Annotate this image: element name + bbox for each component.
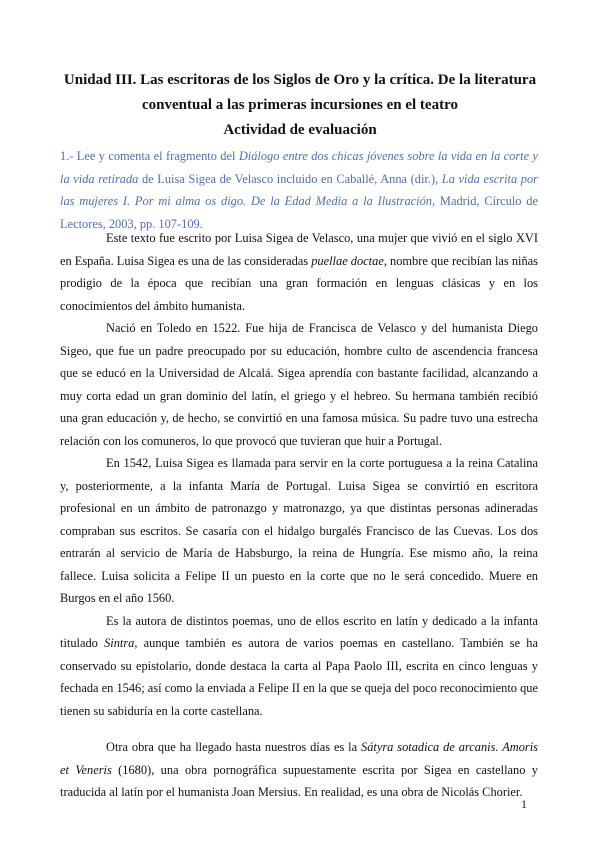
- paragraph-4-text-b: , aunque también es autora de varios poemas en castellano. También se ha conservado su epistolario, donde destaca la carta al Papa Paolo III, escrita en cinco lenguas y fechada en 1546; así como la enviada a Felipe II en la que se queja del poco reconocimiento que tienen su sabiduría en la corte castellana.: [60, 636, 538, 718]
- task-text-2: de Luisa Sigea de Velasco incluido en Caballé, Anna (dir.),: [138, 171, 442, 186]
- title-line-3: Actividad de evaluación: [223, 122, 377, 138]
- paragraph-4: [60, 610, 538, 723]
- paragraph-1-text-b: , nombre que recibían las niñas prodigio de la época que recibían una gran formación en lenguas clásicas y en los conocimientos del ámbito humanista.: [60, 253, 538, 313]
- paragraph-5-text-a: Otra obra que ha llegado hasta nuestros días es la: [106, 740, 362, 754]
- task-text-1: 1.- Lee y comenta el fragmento del: [60, 149, 239, 163]
- document-body: [60, 227, 538, 804]
- task-text-3: , Madrid, Círculo de Lectores, 2003, pp. 107-109.: [60, 194, 539, 231]
- paragraph-5-italic: Sátyra sotadica de arcanis. Amoris et Veneris: [60, 740, 539, 777]
- document-title: [60, 68, 540, 143]
- page-number: 1: [521, 797, 527, 811]
- paragraph-2: Nació en Toledo en 1522. Fue hija de Francisca de Velasco y del humanista Diego Sigeo, que fue un padre preocupado por su educación, hombre culto de ascendencia francesa que se educó en la Universidad de Alcalá. Sigea aprendía con bastante facilidad, alcanzando a muy corta edad un gran dominio del latín, el griego y el hebreo. Su hermana también recibió una gran educación y, de hecho, se convirtió en una famosa música. Su padre tuvo una estrecha relación con los comuneros, lo que provocó que tuvieran que huir a Portugal.: [60, 321, 538, 448]
- title-line-1: Unidad III. Las escritoras de los Siglos de Oro y la crítica. De la literatura: [63, 72, 537, 88]
- task-work-title: Diálogo entre dos chicas jóvenes sobre la vida en la corte y la vida retirada: [60, 149, 538, 186]
- paragraph-4-text-a: Es la autora de distintos poemas, uno de ellos escrito en latín y dedicado a la infanta titulado: [60, 613, 538, 650]
- paragraph-1-italic: puellae doctae: [311, 253, 384, 268]
- title-line-2: conventual a las primeras incursiones en el teatro: [142, 97, 458, 113]
- paragraph-1: [60, 227, 538, 317]
- paragraph-1-text-a: Este texto fue escrito por Luisa Sigea de Velasco, una mujer que vivió en el siglo XVI en España. Luisa Sigea es una de las consideradas: [60, 231, 538, 268]
- paragraph-4-italic: Sintra: [104, 636, 135, 650]
- paragraph-5-text-b: (1680), una obra pornográfica supuestamente escrita por Sigea en castellano y traducida al latín por el humanista Joan Mersius. En realidad, es una obra de Nicolás Chorier.: [60, 762, 538, 799]
- task-statement: [60, 145, 538, 235]
- task-book-title: La vida escrita por las mujeres I. Por mi alma os digo. De la Edad Media a la Ilustración: [60, 171, 538, 208]
- paragraph-3: En 1542, Luisa Sigea es llamada para servir en la corte portuguesa a la reina Catalina y, posteriormente, a la infanta María de Portugal. Luisa Sigea se convirtió en escritora profesional en un ámbito de patronazgo y matronazgo, ya que distintas personas adineradas compraban sus escritos. Se casaría con el hidalgo burgalés Francisco de las Cuevas. Los dos entrarán al servicio de María de Habsburgo, la reina de Hungría. Ese mismo año, la reina fallece. Luisa solicita a Felipe II un puesto en la corte que no le será concedido. Muere en Burgos en el año 1560.: [60, 456, 538, 605]
- paragraph-5: [60, 736, 538, 804]
